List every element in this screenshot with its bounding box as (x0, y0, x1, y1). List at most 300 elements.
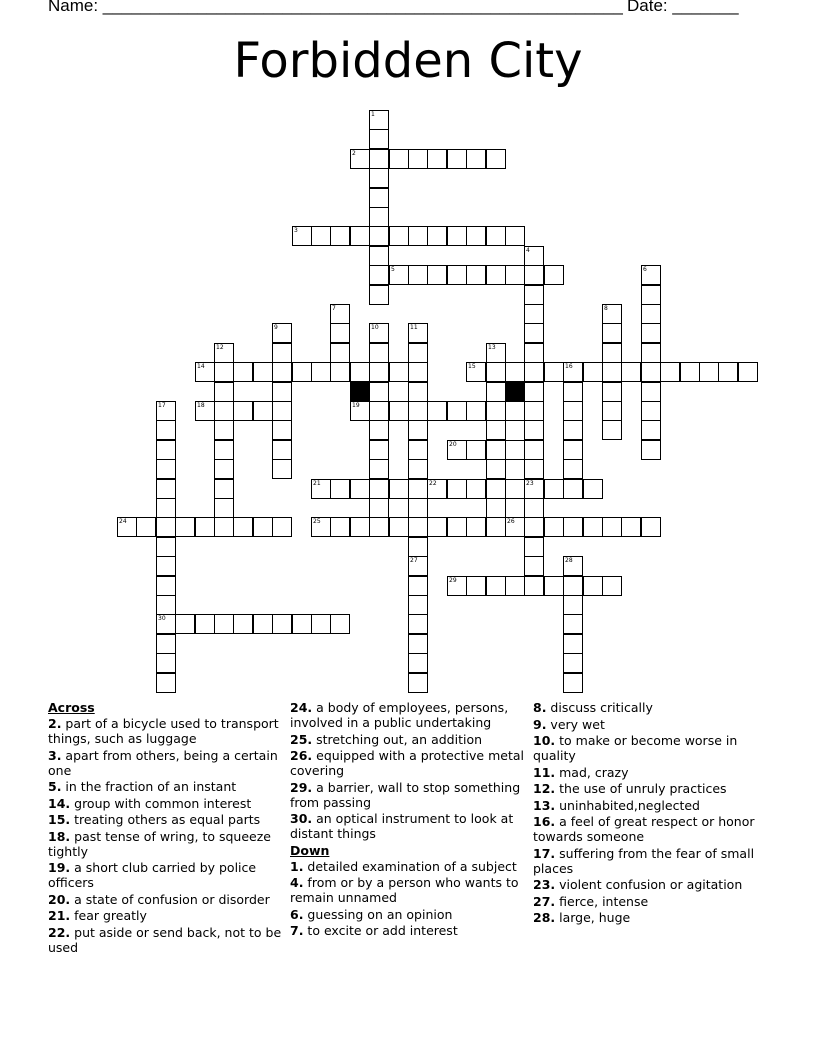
grid-cell[interactable] (408, 517, 428, 537)
grid-cell[interactable] (389, 479, 409, 499)
grid-cell[interactable] (447, 440, 467, 460)
across-clue (290, 780, 526, 810)
grid-cell[interactable] (311, 517, 331, 537)
grid-cell[interactable] (195, 614, 215, 634)
grid-cell[interactable] (486, 479, 506, 499)
grid-cell[interactable] (214, 517, 234, 537)
grid-cell[interactable] (524, 285, 544, 305)
grid-cell[interactable] (621, 517, 641, 537)
grid-cell[interactable] (330, 304, 350, 324)
clue-number: 23. (533, 877, 556, 892)
grid-cell[interactable] (447, 401, 467, 421)
grid-cell[interactable] (641, 517, 661, 537)
grid-cell[interactable] (486, 401, 506, 421)
grid-cell[interactable] (563, 653, 583, 673)
grid-cell[interactable] (369, 420, 389, 440)
grid-cell[interactable] (563, 595, 583, 615)
grid-cell[interactable] (350, 517, 370, 537)
down-heading: Down (290, 842, 330, 858)
grid-cell[interactable] (524, 246, 544, 266)
grid-cell[interactable] (272, 382, 292, 402)
grid-cell[interactable] (563, 517, 583, 537)
grid-cell[interactable] (602, 420, 622, 440)
grid-cell[interactable] (524, 440, 544, 460)
grid-cell[interactable] (505, 479, 525, 499)
grid-cell[interactable] (466, 226, 486, 246)
clue-text: mad, crazy (555, 764, 629, 780)
grid-cell[interactable] (447, 265, 467, 285)
grid-cell[interactable] (447, 576, 467, 596)
cell-number: 16 (565, 363, 573, 370)
down-clue (290, 859, 526, 874)
grid-cell[interactable] (641, 382, 661, 402)
grid-cell[interactable] (466, 265, 486, 285)
grid-cell[interactable] (350, 149, 370, 169)
grid-cell[interactable] (602, 304, 622, 324)
grid-cell[interactable] (544, 517, 564, 537)
grid-cell[interactable] (602, 362, 622, 382)
clue-text: a barrier, wall to stop something from passing (290, 779, 521, 810)
grid-cell[interactable] (524, 343, 544, 363)
grid-cell[interactable] (272, 420, 292, 440)
grid-cell[interactable] (350, 226, 370, 246)
cell-number: 19 (352, 402, 360, 409)
clue-text: an optical instrument to look at distant things (290, 811, 514, 841)
down-clue (533, 733, 769, 763)
grid-cell[interactable] (389, 362, 409, 382)
down-clue (533, 700, 769, 715)
grid-cell[interactable] (369, 479, 389, 499)
puzzle-title: Forbidden City (233, 33, 583, 89)
clue-number: 5. (48, 779, 62, 794)
grid-cell[interactable] (641, 362, 661, 382)
grid-cell[interactable] (253, 362, 273, 382)
grid-cell[interactable] (408, 556, 428, 576)
grid-cell[interactable] (563, 401, 583, 421)
grid-cell[interactable] (486, 459, 506, 479)
grid-cell[interactable] (602, 343, 622, 363)
clue-text: violent confusion or agitation (555, 877, 743, 892)
grid-cell[interactable] (311, 479, 331, 499)
grid-cell[interactable] (233, 517, 253, 537)
grid-cell[interactable] (544, 479, 564, 499)
grid-cell[interactable] (350, 401, 370, 421)
grid-cell[interactable] (408, 440, 428, 460)
grid-cell[interactable] (641, 323, 661, 343)
grid-cell[interactable] (156, 498, 176, 518)
grid-cell[interactable] (253, 517, 273, 537)
grid-cell[interactable] (214, 362, 234, 382)
grid-cell[interactable] (389, 226, 409, 246)
grid-cell[interactable] (408, 149, 428, 169)
grid-cell[interactable] (214, 401, 234, 421)
grid-cell[interactable] (408, 673, 428, 693)
grid-cell[interactable] (486, 517, 506, 537)
cell-number: 14 (197, 363, 205, 370)
across-clue (48, 860, 284, 890)
grid-cell[interactable] (544, 265, 564, 285)
grid-cell[interactable] (408, 401, 428, 421)
down-clue (533, 765, 769, 780)
grid-cell[interactable] (272, 323, 292, 343)
grid-cell[interactable] (466, 517, 486, 537)
cell-number: 20 (449, 441, 457, 448)
grid-cell[interactable] (544, 362, 564, 382)
grid-cell[interactable] (524, 401, 544, 421)
cell-number: 29 (449, 577, 457, 584)
cell-number: 2 (352, 150, 356, 157)
grid-cell[interactable] (156, 673, 176, 693)
grid-cell[interactable] (156, 420, 176, 440)
grid-cell[interactable] (408, 634, 428, 654)
across-clue (48, 716, 284, 746)
grid-cell[interactable] (214, 343, 234, 363)
grid-cell[interactable] (583, 517, 603, 537)
grid-cell[interactable] (389, 265, 409, 285)
grid-cell[interactable] (195, 362, 215, 382)
grid-cell[interactable] (563, 576, 583, 596)
grid-cell[interactable] (524, 323, 544, 343)
clue-number: 21. (48, 908, 71, 923)
grid-cell[interactable] (486, 265, 506, 285)
grid-cell[interactable] (369, 246, 389, 266)
grid-cell[interactable] (466, 362, 486, 382)
grid-cell[interactable] (156, 479, 176, 499)
cell-number: 26 (507, 518, 515, 525)
clue-number: 4. (290, 875, 304, 890)
across-clue (48, 779, 284, 794)
grid-cell[interactable] (156, 459, 176, 479)
grid-cell[interactable] (583, 576, 603, 596)
grid-cell[interactable] (486, 440, 506, 460)
grid-cell[interactable] (408, 537, 428, 557)
grid-cell[interactable] (563, 420, 583, 440)
grid-cell[interactable] (486, 498, 506, 518)
grid-cell[interactable] (389, 401, 409, 421)
grid-cell[interactable] (563, 614, 583, 634)
grid-cell[interactable] (408, 382, 428, 402)
clue-number: 30. (290, 811, 313, 826)
grid-cell[interactable] (466, 576, 486, 596)
grid-cell[interactable] (524, 304, 544, 324)
grid-cell[interactable] (272, 517, 292, 537)
grid-cell[interactable] (486, 343, 506, 363)
grid-cell[interactable] (214, 440, 234, 460)
grid-cell[interactable] (369, 285, 389, 305)
grid-cell[interactable] (369, 149, 389, 169)
grid-cell[interactable] (272, 459, 292, 479)
grid-cell[interactable] (641, 285, 661, 305)
grid-cell[interactable] (641, 420, 661, 440)
grid-cell[interactable] (389, 517, 409, 537)
clue-text: from or by a person who wants to remain unnamed (290, 875, 519, 905)
grid-cell[interactable] (466, 440, 486, 460)
grid-cell[interactable] (427, 265, 447, 285)
grid-cell[interactable] (524, 576, 544, 596)
grid-cell[interactable] (408, 614, 428, 634)
grid-cell[interactable] (660, 362, 680, 382)
clue-text: past tense of wring, to squeeze tightly (48, 828, 271, 859)
grid-cell[interactable] (233, 362, 253, 382)
grid-cell[interactable] (524, 382, 544, 402)
grid-cell[interactable] (272, 343, 292, 363)
grid-cell[interactable] (214, 382, 234, 402)
grid-cell[interactable] (544, 576, 564, 596)
grid-cell[interactable] (563, 479, 583, 499)
cell-number: 17 (158, 402, 166, 409)
cell-number: 6 (643, 266, 647, 273)
grid-cell[interactable] (330, 226, 350, 246)
grid-cell[interactable] (156, 653, 176, 673)
grid-cell[interactable] (214, 498, 234, 518)
clue-text: treating others as equal parts (70, 812, 261, 827)
grid-cell[interactable] (621, 362, 641, 382)
grid-cell[interactable] (369, 188, 389, 208)
grid-cell[interactable] (486, 226, 506, 246)
grid-cell[interactable] (369, 343, 389, 363)
grid-cell[interactable] (292, 226, 312, 246)
clue-text: a short club carried by police officers (48, 860, 257, 890)
grid-cell[interactable] (369, 207, 389, 227)
grid-cell[interactable] (117, 517, 137, 537)
grid-cell[interactable] (369, 226, 389, 246)
grid-cell[interactable] (369, 459, 389, 479)
clue-number: 15. (48, 812, 71, 827)
grid-cell[interactable] (156, 517, 176, 537)
across-clue (48, 812, 284, 827)
clue-number: 2. (48, 716, 62, 731)
grid-cell[interactable] (505, 576, 525, 596)
grid-cell[interactable] (427, 401, 447, 421)
grid-cell[interactable] (136, 517, 156, 537)
grid-cell[interactable] (233, 614, 253, 634)
grid-cell[interactable] (408, 498, 428, 518)
cell-number: 4 (526, 247, 530, 254)
grid-cell[interactable] (408, 459, 428, 479)
grid-cell[interactable] (408, 576, 428, 596)
grid-cell[interactable] (233, 401, 253, 421)
grid-cell[interactable] (350, 479, 370, 499)
grid-cell[interactable] (505, 517, 525, 537)
grid-cell[interactable] (330, 323, 350, 343)
grid-cell[interactable] (369, 401, 389, 421)
grid-cell[interactable] (369, 382, 389, 402)
cell-number: 8 (604, 305, 608, 312)
grid-cell[interactable] (272, 440, 292, 460)
clue-text: put aside or send back, not to be used (48, 924, 282, 955)
grid-cell[interactable] (524, 459, 544, 479)
grid-cell[interactable] (524, 362, 544, 382)
grid-cell[interactable] (505, 440, 525, 460)
cell-number: 22 (429, 480, 437, 487)
grid-cell[interactable] (466, 479, 486, 499)
grid-cell[interactable] (505, 226, 525, 246)
grid-cell[interactable] (486, 149, 506, 169)
grid-cell[interactable] (408, 265, 428, 285)
grid-cell[interactable] (195, 517, 215, 537)
grid-cell[interactable] (369, 362, 389, 382)
grid-cell[interactable] (680, 362, 700, 382)
grid-cell[interactable] (602, 401, 622, 421)
grid-cell[interactable] (505, 265, 525, 285)
grid-cell[interactable] (563, 556, 583, 576)
grid-cell[interactable] (369, 323, 389, 343)
grid-cell[interactable] (330, 479, 350, 499)
across-clue (290, 748, 526, 778)
grid-cell[interactable] (447, 226, 467, 246)
grid-cell[interactable] (272, 614, 292, 634)
clue-number: 19. (48, 860, 71, 875)
grid-cell[interactable] (699, 362, 719, 382)
grid-cell[interactable] (602, 517, 622, 537)
grid-cell[interactable] (505, 401, 525, 421)
clue-number: 16. (533, 814, 556, 829)
grid-cell[interactable] (369, 265, 389, 285)
grid-cell[interactable] (408, 479, 428, 499)
down-clue (533, 798, 769, 813)
grid-cell[interactable] (156, 401, 176, 421)
grid-cell[interactable] (175, 517, 195, 537)
grid-cell[interactable] (641, 265, 661, 285)
grid-cell[interactable] (641, 440, 661, 460)
grid-cell[interactable] (253, 614, 273, 634)
grid-cell[interactable] (369, 517, 389, 537)
grid-cell[interactable] (524, 498, 544, 518)
grid-cell[interactable] (214, 459, 234, 479)
grid-cell[interactable] (311, 362, 331, 382)
grid-cell[interactable] (524, 265, 544, 285)
down-clue (533, 781, 769, 796)
clue-number: 26. (290, 748, 313, 763)
grid-cell[interactable] (175, 614, 195, 634)
cell-number: 30 (158, 615, 166, 622)
grid-cell[interactable] (486, 576, 506, 596)
grid-cell[interactable] (505, 362, 525, 382)
grid-cell[interactable] (563, 634, 583, 654)
grid-cell[interactable] (214, 479, 234, 499)
grid-cell[interactable] (272, 362, 292, 382)
grid-cell[interactable] (427, 226, 447, 246)
grid-cell[interactable] (330, 343, 350, 363)
grid-cell[interactable] (408, 226, 428, 246)
grid-cell[interactable] (408, 420, 428, 440)
grid-cell[interactable] (486, 362, 506, 382)
grid-cell[interactable] (214, 420, 234, 440)
black-square (350, 382, 370, 402)
grid-cell[interactable] (195, 401, 215, 421)
grid-cell[interactable] (641, 343, 661, 363)
clue-text: discuss critically (546, 700, 653, 715)
grid-cell[interactable] (427, 517, 447, 537)
clue-number: 25. (290, 731, 313, 747)
grid-cell[interactable] (563, 362, 583, 382)
grid-cell[interactable] (253, 401, 273, 421)
grid-cell[interactable] (156, 634, 176, 654)
grid-cell[interactable] (427, 479, 447, 499)
clue-number: 3. (48, 747, 62, 763)
grid-cell[interactable] (156, 537, 176, 557)
grid-cell[interactable] (330, 614, 350, 634)
grid-cell[interactable] (524, 556, 544, 576)
cell-number: 27 (410, 557, 418, 564)
down-clue (533, 814, 769, 844)
grid-cell[interactable] (524, 420, 544, 440)
clue-text: in the fraction of an instant (61, 779, 237, 794)
grid-cell[interactable] (524, 479, 544, 499)
grid-cell[interactable] (563, 673, 583, 693)
grid-cell[interactable] (408, 362, 428, 382)
grid-cell[interactable] (156, 440, 176, 460)
grid-cell[interactable] (156, 595, 176, 615)
cell-number: 5 (391, 266, 395, 273)
grid-cell[interactable] (524, 537, 544, 557)
grid-cell[interactable] (447, 149, 467, 169)
across-heading: Across (48, 700, 95, 715)
grid-cell[interactable] (602, 382, 622, 402)
grid-cell[interactable] (408, 595, 428, 615)
grid-cell[interactable] (369, 110, 389, 130)
grid-cell[interactable] (718, 362, 738, 382)
grid-cell[interactable] (602, 323, 622, 343)
grid-cell[interactable] (427, 149, 447, 169)
grid-cell[interactable] (350, 362, 370, 382)
cell-number: 13 (488, 344, 496, 351)
grid-cell[interactable] (311, 614, 331, 634)
cell-number: 18 (197, 402, 205, 409)
grid-cell[interactable] (602, 576, 622, 596)
grid-cell[interactable] (292, 614, 312, 634)
grid-cell[interactable] (583, 362, 603, 382)
clue-text: apart from others, being a certain one (48, 747, 278, 778)
grid-cell[interactable] (641, 304, 661, 324)
grid-cell[interactable] (408, 323, 428, 343)
grid-cell[interactable] (369, 440, 389, 460)
grid-cell[interactable] (486, 382, 506, 402)
grid-cell[interactable] (641, 401, 661, 421)
grid-cell[interactable] (466, 401, 486, 421)
grid-cell[interactable] (408, 343, 428, 363)
grid-cell[interactable] (563, 459, 583, 479)
grid-cell[interactable] (524, 517, 544, 537)
grid-cell[interactable] (330, 362, 350, 382)
grid-cell[interactable] (563, 440, 583, 460)
grid-cell[interactable] (369, 168, 389, 188)
grid-cell[interactable] (330, 517, 350, 537)
grid-cell[interactable] (563, 382, 583, 402)
grid-cell[interactable] (156, 576, 176, 596)
grid-cell[interactable] (369, 498, 389, 518)
grid-cell[interactable] (738, 362, 758, 382)
grid-cell[interactable] (447, 479, 467, 499)
date-field-label: Date: _______ (627, 0, 739, 15)
clue-number: 28. (533, 910, 556, 925)
grid-cell[interactable] (408, 653, 428, 673)
across-clue (48, 908, 284, 923)
grid-cell[interactable] (156, 556, 176, 576)
grid-cell[interactable] (583, 479, 603, 499)
grid-cell[interactable] (466, 149, 486, 169)
grid-cell[interactable] (156, 614, 176, 634)
grid-cell[interactable] (311, 226, 331, 246)
grid-cell[interactable] (447, 517, 467, 537)
grid-cell[interactable] (389, 149, 409, 169)
grid-cell[interactable] (486, 420, 506, 440)
grid-cell[interactable] (272, 401, 292, 421)
down-clue (290, 907, 526, 922)
grid-cell[interactable] (292, 362, 312, 382)
grid-cell[interactable] (214, 614, 234, 634)
grid-cell[interactable] (369, 129, 389, 149)
